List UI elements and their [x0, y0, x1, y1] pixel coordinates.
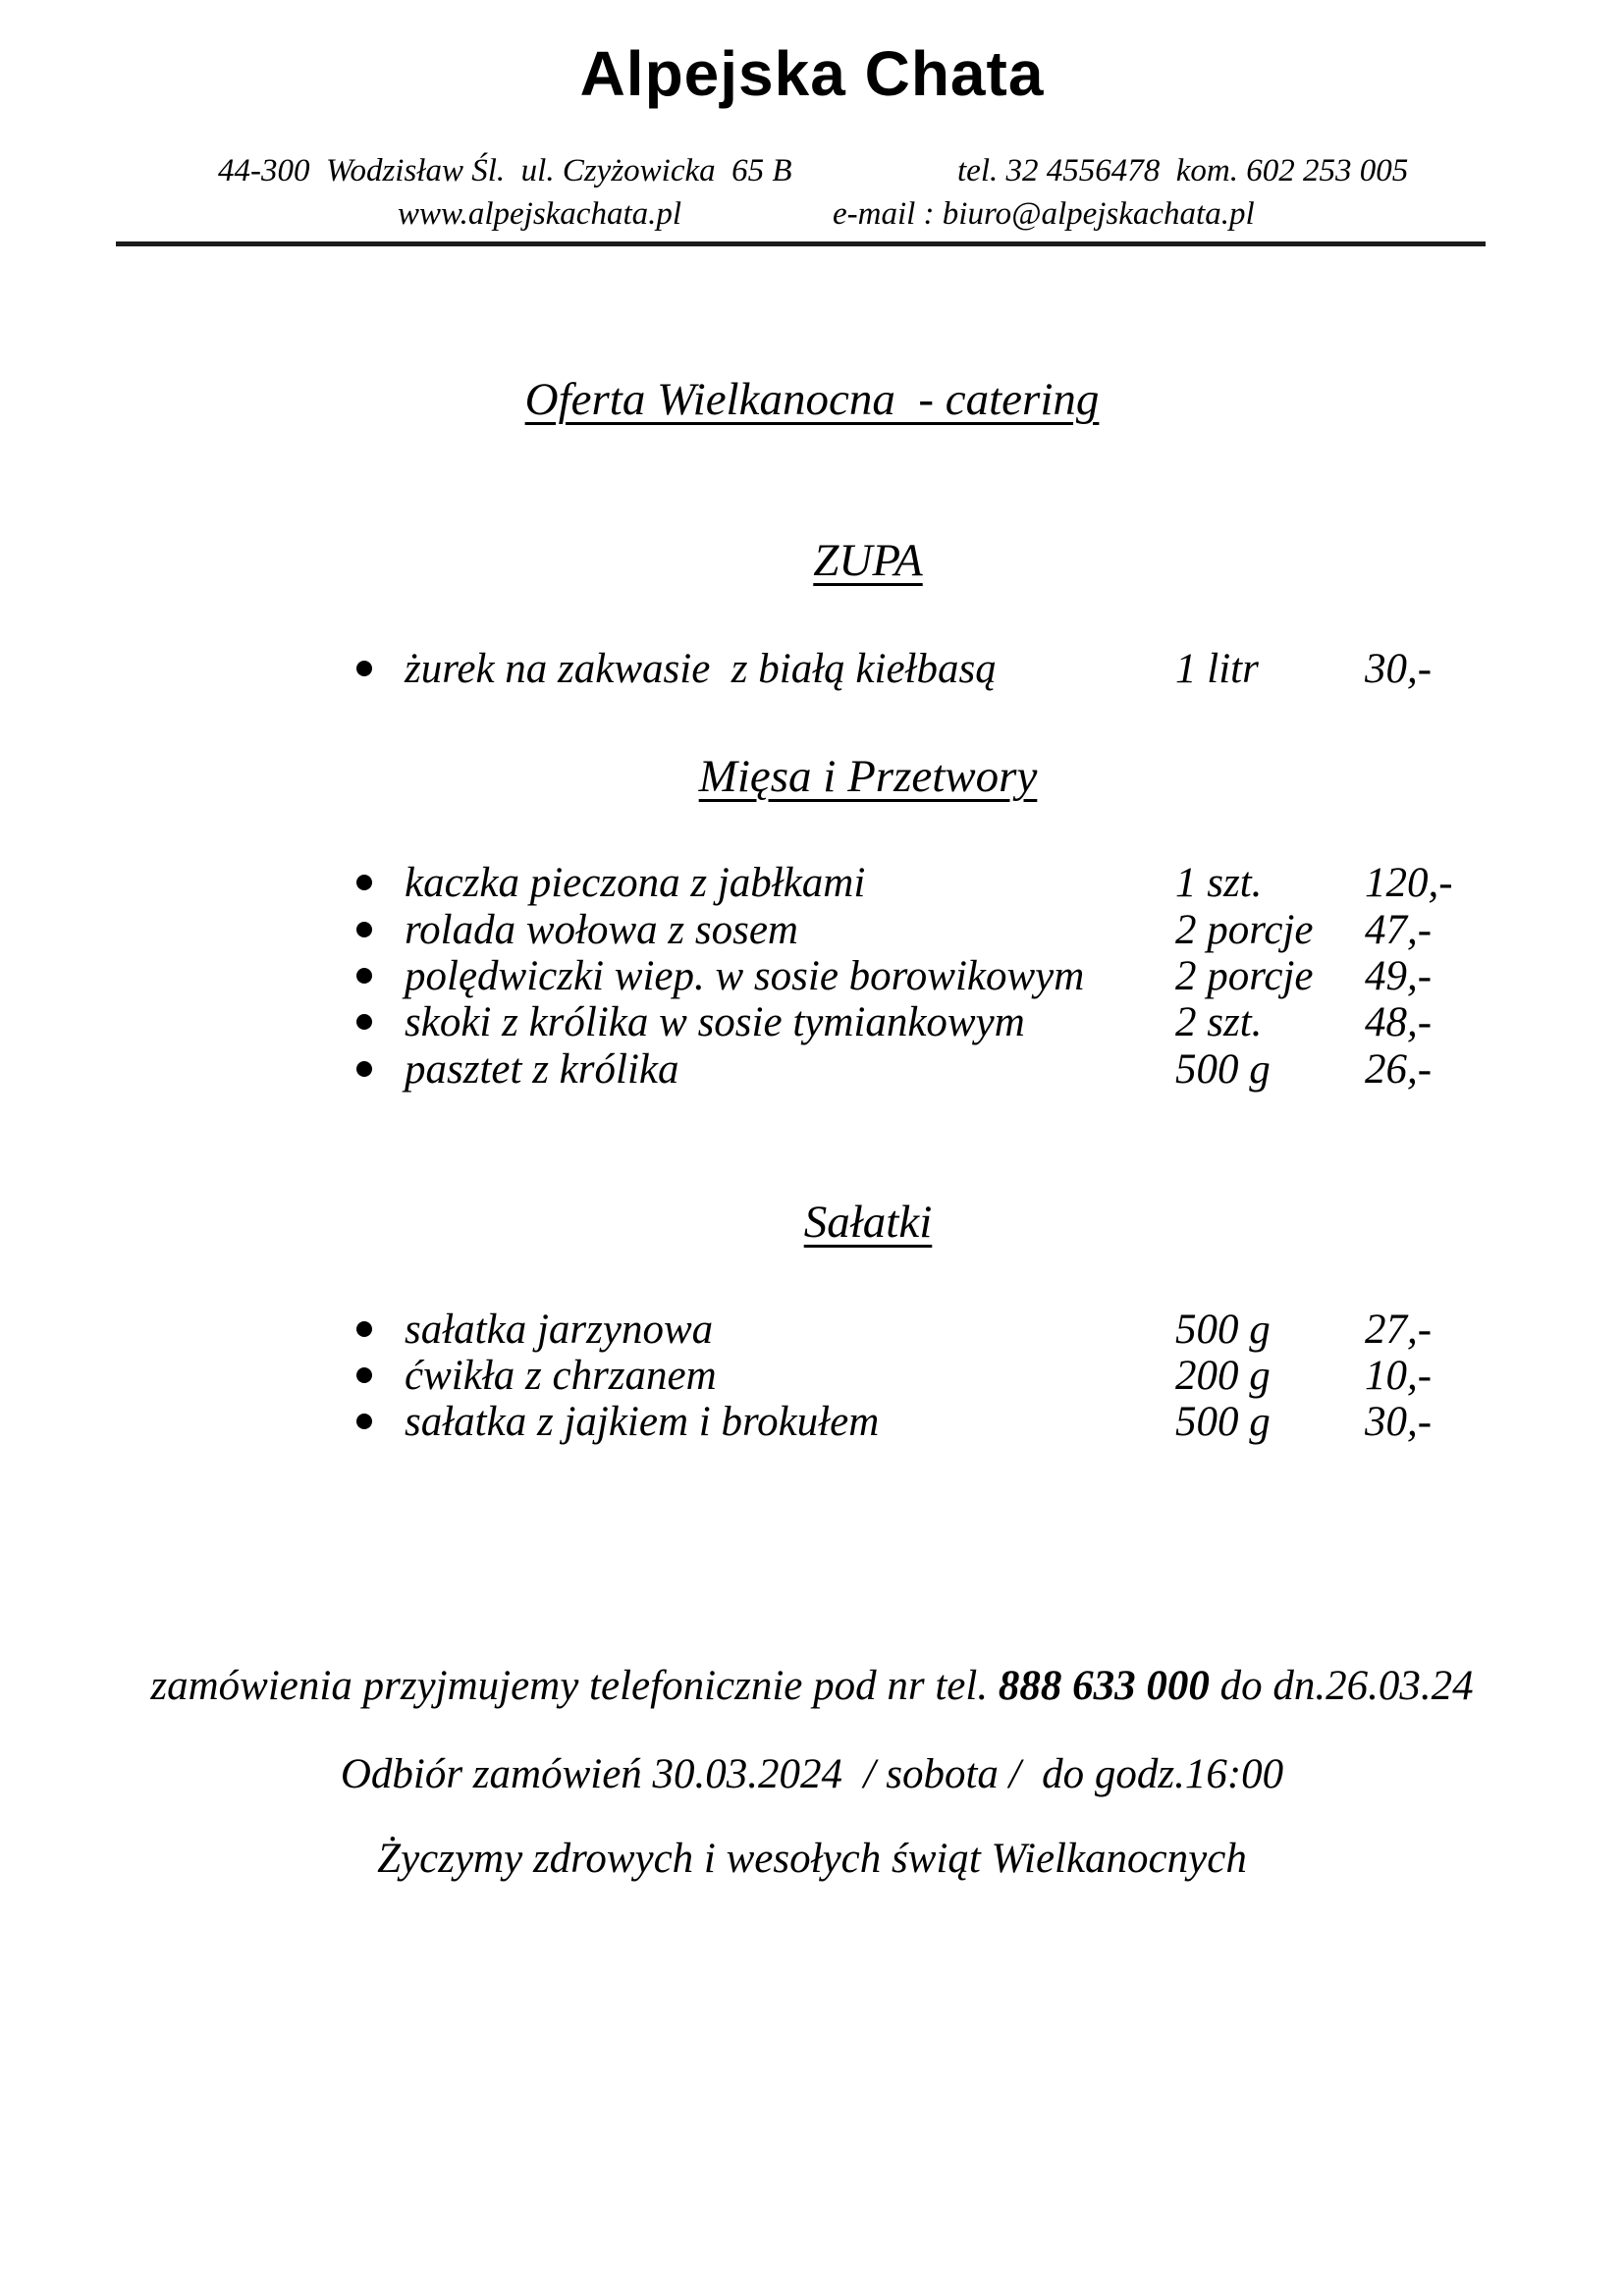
menu-item-row [0, 1353, 1624, 1400]
item-unit: 2 porcje [1175, 953, 1314, 999]
footer-order-prefix: zamówienia przyjmujemy telefonicznie pod nr tel. [150, 1663, 999, 1709]
item-price: 27,- [1365, 1307, 1433, 1353]
item-name: rolada wołowa z sosem [405, 907, 798, 953]
item-price: 30,- [1365, 1399, 1433, 1445]
offer-title [0, 371, 1624, 429]
header-phone: tel. 32 4556478 kom. 602 253 005 [957, 153, 1409, 188]
footer-pickup-line: Odbiór zamówień 30.03.2024 / sobota / do godz.16:00 [340, 1751, 1284, 1797]
menu-item-row [0, 1399, 1624, 1446]
item-price: 48,- [1365, 999, 1433, 1045]
bullet-icon [356, 1367, 372, 1383]
item-price: 10,- [1365, 1353, 1433, 1399]
menu-item-row [0, 953, 1624, 1000]
item-price: 30,- [1365, 646, 1433, 692]
menu-item-row [0, 999, 1624, 1046]
item-unit: 2 szt. [1175, 999, 1263, 1045]
header-email: e-mail : biuro@alpejskachata.pl [833, 196, 1255, 232]
item-price: 26,- [1365, 1046, 1433, 1093]
footer-order-suffix: do dn.26.03.24 [1209, 1663, 1474, 1709]
bullet-icon [356, 1321, 372, 1337]
menu-item-row [0, 1046, 1624, 1094]
menu-item-row [0, 646, 1624, 693]
menu-item-row [0, 907, 1624, 954]
section-heading-salatki: Sałatki [803, 1197, 933, 1248]
item-name: żurek na zakwasie z białą kiełbasą [405, 646, 997, 692]
bullet-icon [356, 1014, 372, 1030]
item-name: polędwiczki wiep. w sosie borowikowym [405, 953, 1085, 999]
item-unit: 1 litr [1175, 646, 1259, 692]
item-unit: 500 g [1175, 1399, 1271, 1445]
page-title: Alpejska Chata [579, 38, 1045, 109]
item-price: 120,- [1365, 860, 1453, 906]
section-heading-miesa: Mięsa i Przetwory [698, 751, 1038, 802]
bullet-icon [356, 661, 372, 676]
item-name: pasztet z królika [405, 1046, 679, 1093]
item-price: 47,- [1365, 907, 1433, 953]
item-name: skoki z królika w sosie tymiankowym [405, 999, 1025, 1045]
bullet-icon [356, 875, 372, 890]
header-address: 44-300 Wodzisław Śl. ul. Czyżowicka 65 B [218, 153, 792, 188]
bullet-icon [356, 968, 372, 984]
item-name: ćwikła z chrzanem [405, 1353, 717, 1399]
item-unit: 200 g [1175, 1353, 1271, 1399]
item-name: sałatka z jajkiem i brokułem [405, 1399, 880, 1445]
item-unit: 1 szt. [1175, 860, 1263, 906]
header-website: www.alpejskachata.pl [398, 196, 682, 232]
footer-wishes-line: Życzymy zdrowych i wesołych świąt Wielkanocnych [377, 1836, 1247, 1882]
bullet-icon [356, 922, 372, 937]
item-unit: 500 g [1175, 1307, 1271, 1353]
offer-title-text: Oferta Wielkanocna - catering [524, 374, 1100, 425]
menu-item-row [0, 1307, 1624, 1354]
header-divider [116, 241, 1486, 246]
item-name: sałatka jarzynowa [405, 1307, 714, 1353]
footer-order-line [0, 1663, 1624, 1710]
footer-order-phone: 888 633 000 [998, 1663, 1210, 1709]
bullet-icon [356, 1061, 372, 1077]
item-unit: 500 g [1175, 1046, 1271, 1093]
bullet-icon [356, 1414, 372, 1429]
item-name: kaczka pieczona z jabłkami [405, 860, 866, 906]
item-price: 49,- [1365, 953, 1433, 999]
menu-item-row [0, 860, 1624, 907]
section-heading-zupa: ZUPA [813, 535, 923, 586]
item-unit: 2 porcje [1175, 907, 1314, 953]
